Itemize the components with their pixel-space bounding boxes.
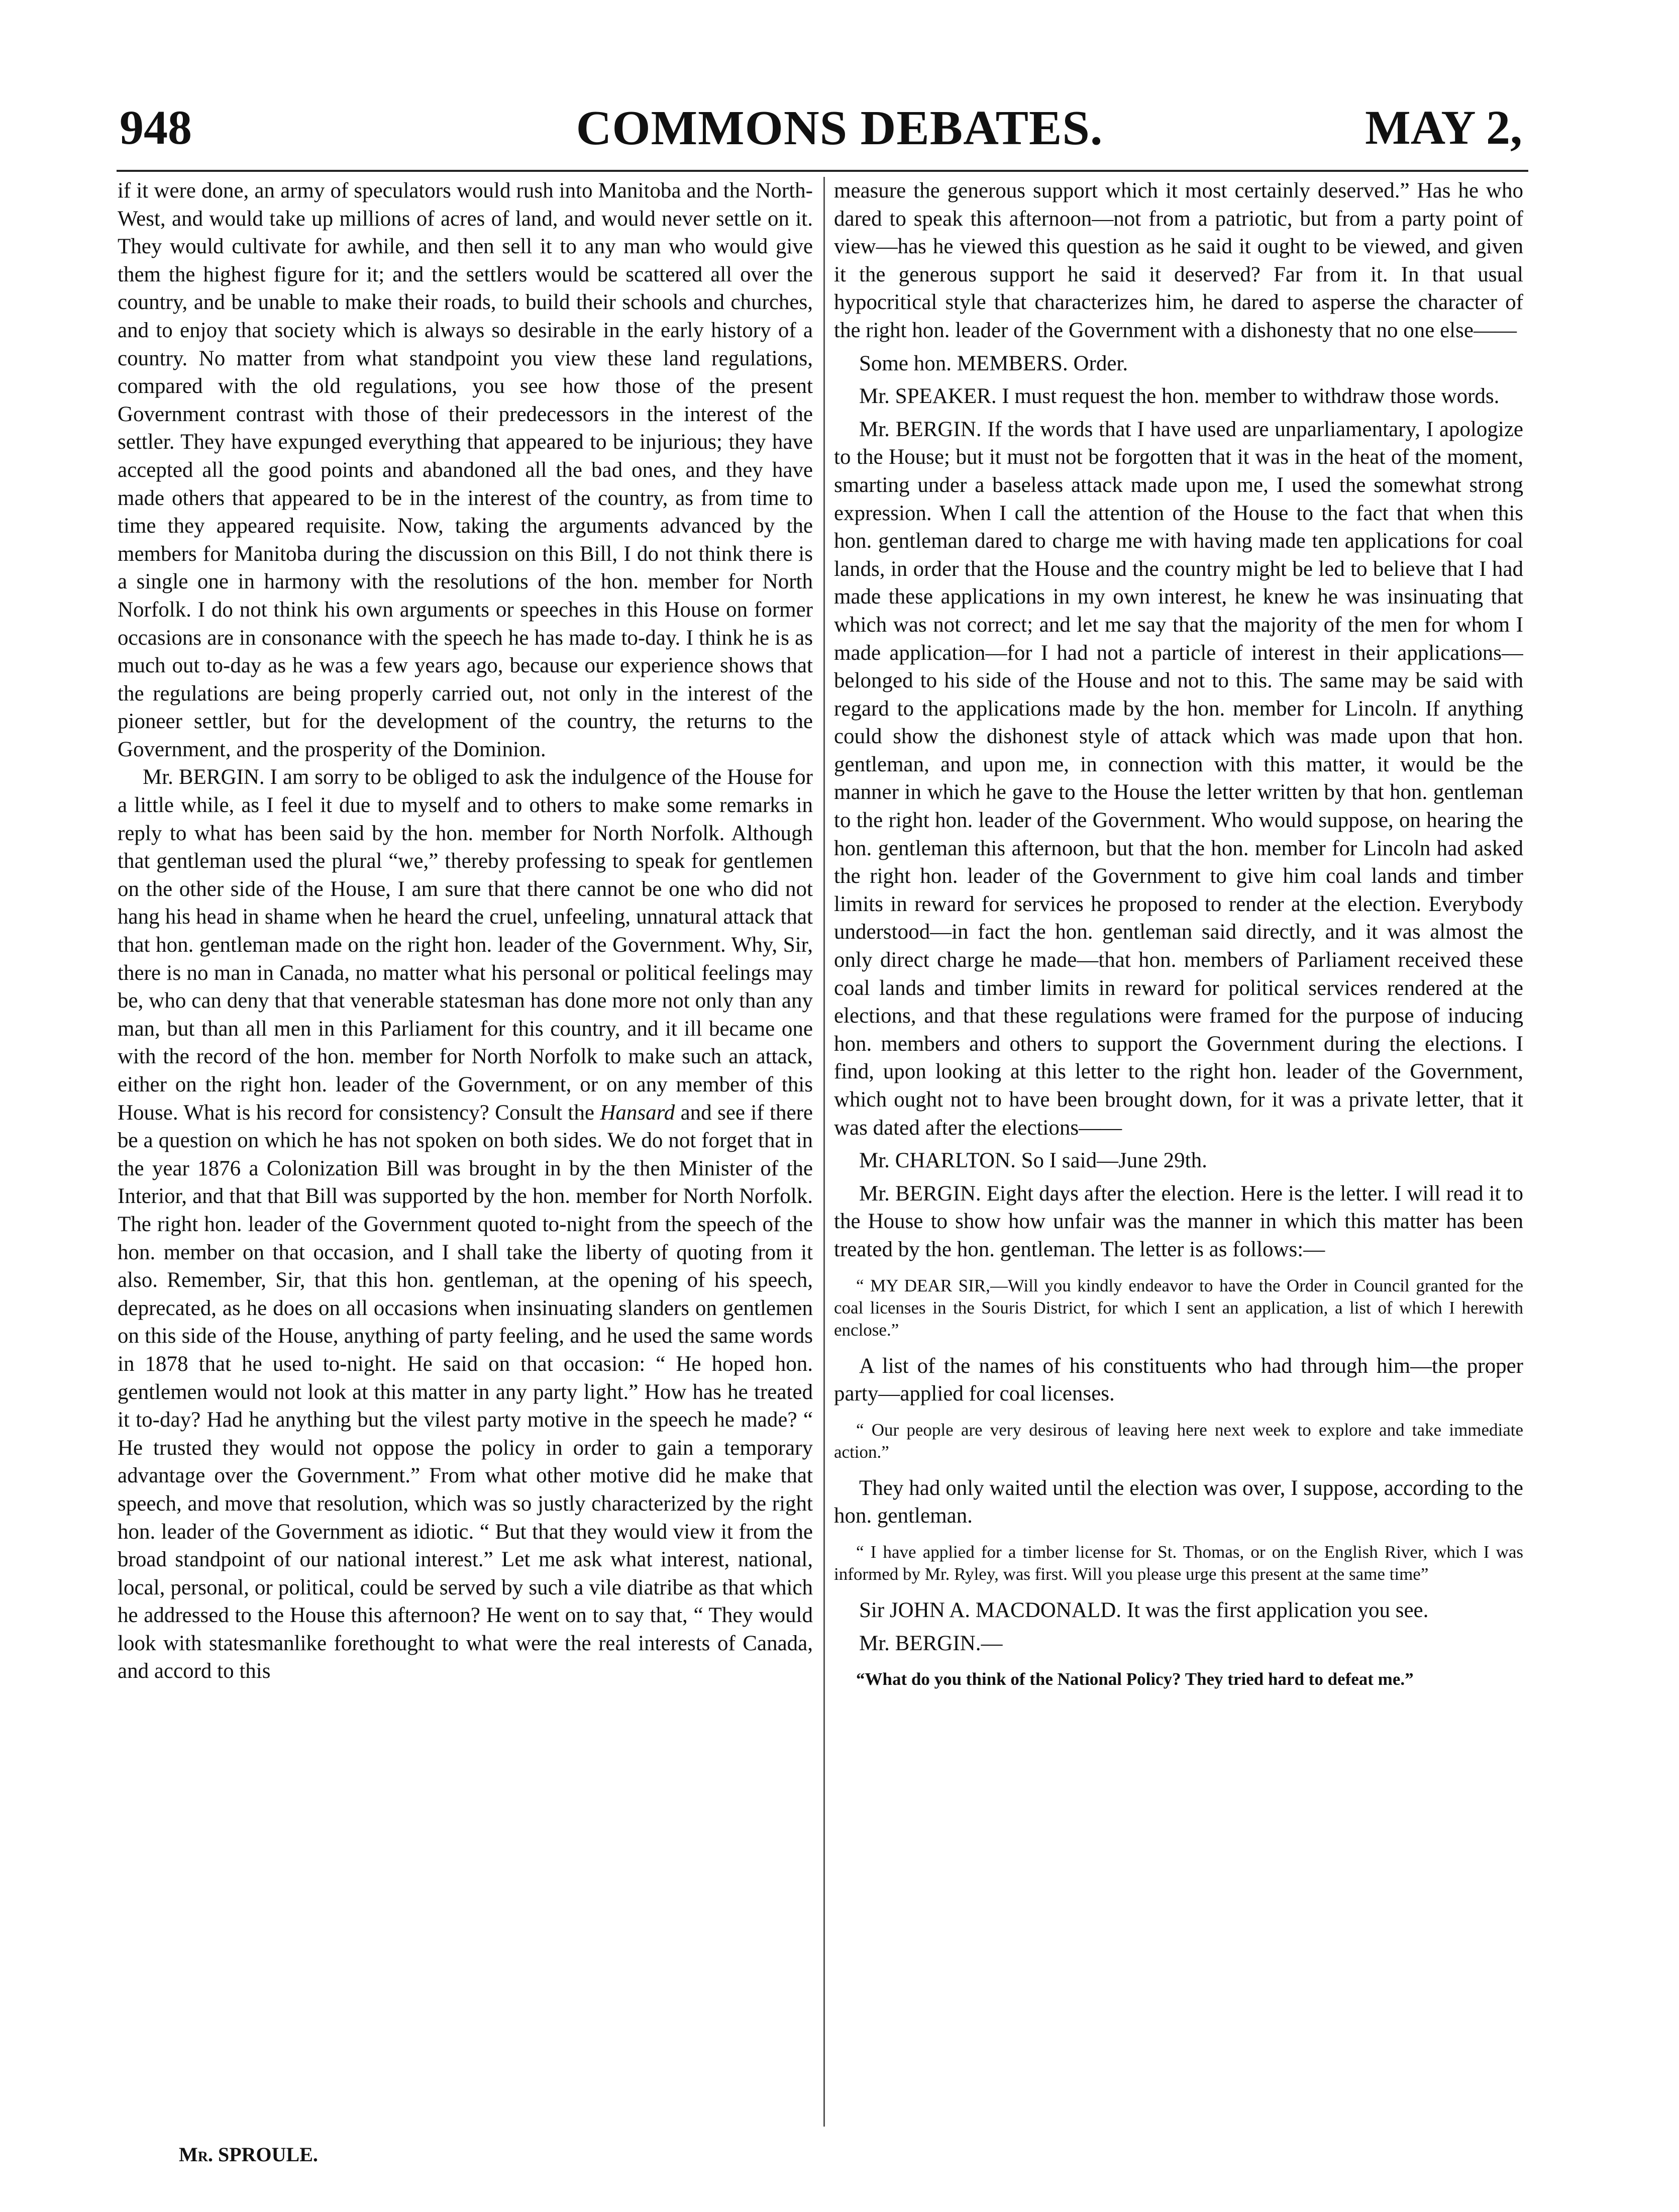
paragraph-text: and see if there be a question on which he has not spoken on both sides. We do not forget that in the year 1876 a Colonization Bill was brought in by the then Minister of the Interior, and that that Bill was supported by the hon. member for North Norfolk. The right hon. leader of the Government quoted to-night from the speech of the hon. member on that occasion, and I shall take the liberty of quoting from it also. Remember, Sir, that this hon. gentleman, at the opening of his speech, deprecated, as he does on all occasions when insinuating slanders on gentlemen on this side of the House, anything of party feeling, and he used the same words in 1878 that he used to-night. He said on that occasion: “ He hoped hon. gentlemen would not look at this matter in any party light.” How has he treated it to-day? Had he anything but the vilest party motive in the speech he made? “ He trusted they would not oppose the policy in order to gain a temporary advantage over the Government.” From what other motive did he make that speech, and move that resolution, which was so justly characterized by the right hon. leader of the Government as idiotic. “ But that they would view it from the broad standpoint of our national interest.” Let me ask what interest, national, local, personal, or political, could be served by such a vile diatribe as that which he addressed to the House this afternoon? He went on to say that, “ They would look with statesmanlike forethought to what were the real interests of Canada, and accord to this [118,1100,813,1683]
paragraph: Sir JOHN A. MACDONALD. It was the first application you see. [859,1598,1429,1622]
paragraph: Some hon. MEMBERS. Order. [859,351,1128,375]
left-column [118,177,813,2127]
paragraph: if it were done, an army of speculators would rush into Manitoba and the North-West, and would take up millions of acres of land, and would never settle on it. They would cultivate for awhile, and then sell it to any man who would give them the highest figure for it; and the settlers would be scattered all over the country, and be unable to make their roads, to build their schools and churches, and to enjoy that society which is always so desirable in the early history of a country. No matter from what standpoint you view these land regulations, compared with the old regulations, you see how those of the present Government contrast with those of their predecessors in the interest of the settler. They have expunged everything that appeared to be injurious; they have accepted all the good points and abandoned all the bad ones, and they have made others that appeared to be in the interest of the country, as from time to time they appeared requisite. Now, taking the arguments advanced by the members for Manitoba during the discussion on this Bill, I do not think there is a single one in harmony with the resolutions of the hon. member for North Norfolk. I do not think his own arguments or speeches in this House on former occasions are in consonance with the speech he has made to-day. I think he is as much out to-day as he was a few years ago, because our experience shows that the regulations are being properly carried out, not only in the interest of the pioneer settler, but for the development of the country, the returns to the Government, and the prosperity of the Dominion. [118,179,813,761]
paragraph: Mr. BERGIN. If the words that I have used are unparliamentary, I apologize to the House; but it must not be forgotten that it was in the heat of the moment, smarting under a baseless attack made upon me, I used the somewhat strong expression. When I call the attention of the House to the fact that when this hon. gentleman dared to charge me with having made ten applications for coal lands, in order that the House and the country might be led to believe that I had made these applications in my own interest, he knew he was insinuating that which was not correct; and let me say that the majority of the men for whom I made application—for I had not a particle of interest in their applications—belonged to his side of the House and not to this. The same may be said with regard to the applications made by the hon. member for Lincoln. If anything could show the dishonest style of attack which was made upon that hon. gentleman, and upon me, in connection with this matter, it would be the manner in which he gave to the House the letter written by that hon. gentleman to the right hon. leader of the Government. Who would suppose, on hearing the hon. gentleman this afternoon, but that the hon. member for Lincoln had asked the right hon. leader of the Government to give him coal lands and timber limits in reward for services he proposed to render at the election. Everybody understood—in fact the hon. gentleman said directly, and it was almost the only direct charge he made—that hon. members of Parliament received these coal lands and timber limits in reward for political services rendered at the elections, and that these regulations were framed for the purpose of inducing hon. members and others to support the Government during the elections. I find, upon looking at this letter to the right hon. leader of the Government, which ought not to have been brought down, for it was a private letter, that it was dated after the elections—— [834,417,1523,1140]
paragraph-text: Mr. BERGIN. I am sorry to be obliged to ask the indulgence of the House for a little while, as I feel it due to myself and to others to make some remarks in reply to what has been said by the hon. member for North Norfolk. Although that gentleman used the plural “we,” thereby professing to speak for gentlemen on the other side of the House, I am sure that there cannot be one who did not hang his head in shame when he heard the cruel, unfeeling, unnatural attack that that hon. gentleman made on the right hon. leader of the Government. Why, Sir, there is no man in Canada, no matter what his personal or political feelings may be, who can deny that that venerable statesman has done more not only than any man, but than all men in this Parliament for this country, and it ill became one with the record of the hon. member for North Norfolk to make such an attack, either on the right hon. leader of the Government, or on any member of this House. What is his record for consistency? Consult the [118,765,813,1125]
letter-quote: “ Our people are very desirous of leaving here next week to explore and take immediate action.” [834,1420,1523,1462]
page-date: MAY 2, [1365,100,1522,154]
page-number: 948 [120,100,192,154]
paragraph: measure the generous support which it most certainly deserved.” Has he who dared to speak this afternoon—not from a patriotic, but from a party point of view—has he viewed this question as he said it ought to be viewed, and given it the generous support he said it deserved? Far from it. In that usual hypocritical style that characterizes him, he dared to asperse the character of the right hon. leader of the Government with a dishonesty that no one else—— [834,179,1523,342]
paragraph: They had only waited until the election was over, I suppose, according to the hon. gentleman. [834,1476,1523,1528]
running-title: COMMONS DEBATES. [576,101,1103,155]
column-divider [823,177,825,2127]
paragraph [118,763,813,1685]
letter-quote: “ I have applied for a timber license for St. Thomas, or on the English River, which I was informed by Mr. Ryley, was first. Will you please urge this present at the same time” [834,1542,1523,1584]
right-column [834,177,1523,2127]
hansard-reference: Hansard [600,1100,675,1125]
letter-quote: “ MY DEAR SIR,—Will you kindly endeavor to have the Order in Council granted for the coal licenses in the Souris District, for which I sent an application, a list of which I herewith enclose.” [834,1275,1523,1340]
paragraph: Mr. BERGIN. Eight days after the election. Here is the letter. I will read it to the House to show how unfair was the manner in which this matter has been treated by the hon. gentleman. The letter is as follows:— [834,1181,1523,1261]
paragraph: Mr. BERGIN.— [859,1631,1003,1655]
paragraph: Mr. CHARLTON. So I said—June 29th. [859,1149,1207,1173]
paragraph: Mr. SPEAKER. I must request the hon. member to withdraw those words. [859,384,1500,409]
paragraph: A list of the names of his constituents who had through him—the proper party—applied for coal licenses. [834,1354,1523,1406]
letter-quote: “What do you think of the National Policy? They tried hard to defeat me.” [856,1669,1414,1689]
header-rule [117,170,1528,172]
footer-speaker: Mr. SPROULE. [179,2143,318,2166]
